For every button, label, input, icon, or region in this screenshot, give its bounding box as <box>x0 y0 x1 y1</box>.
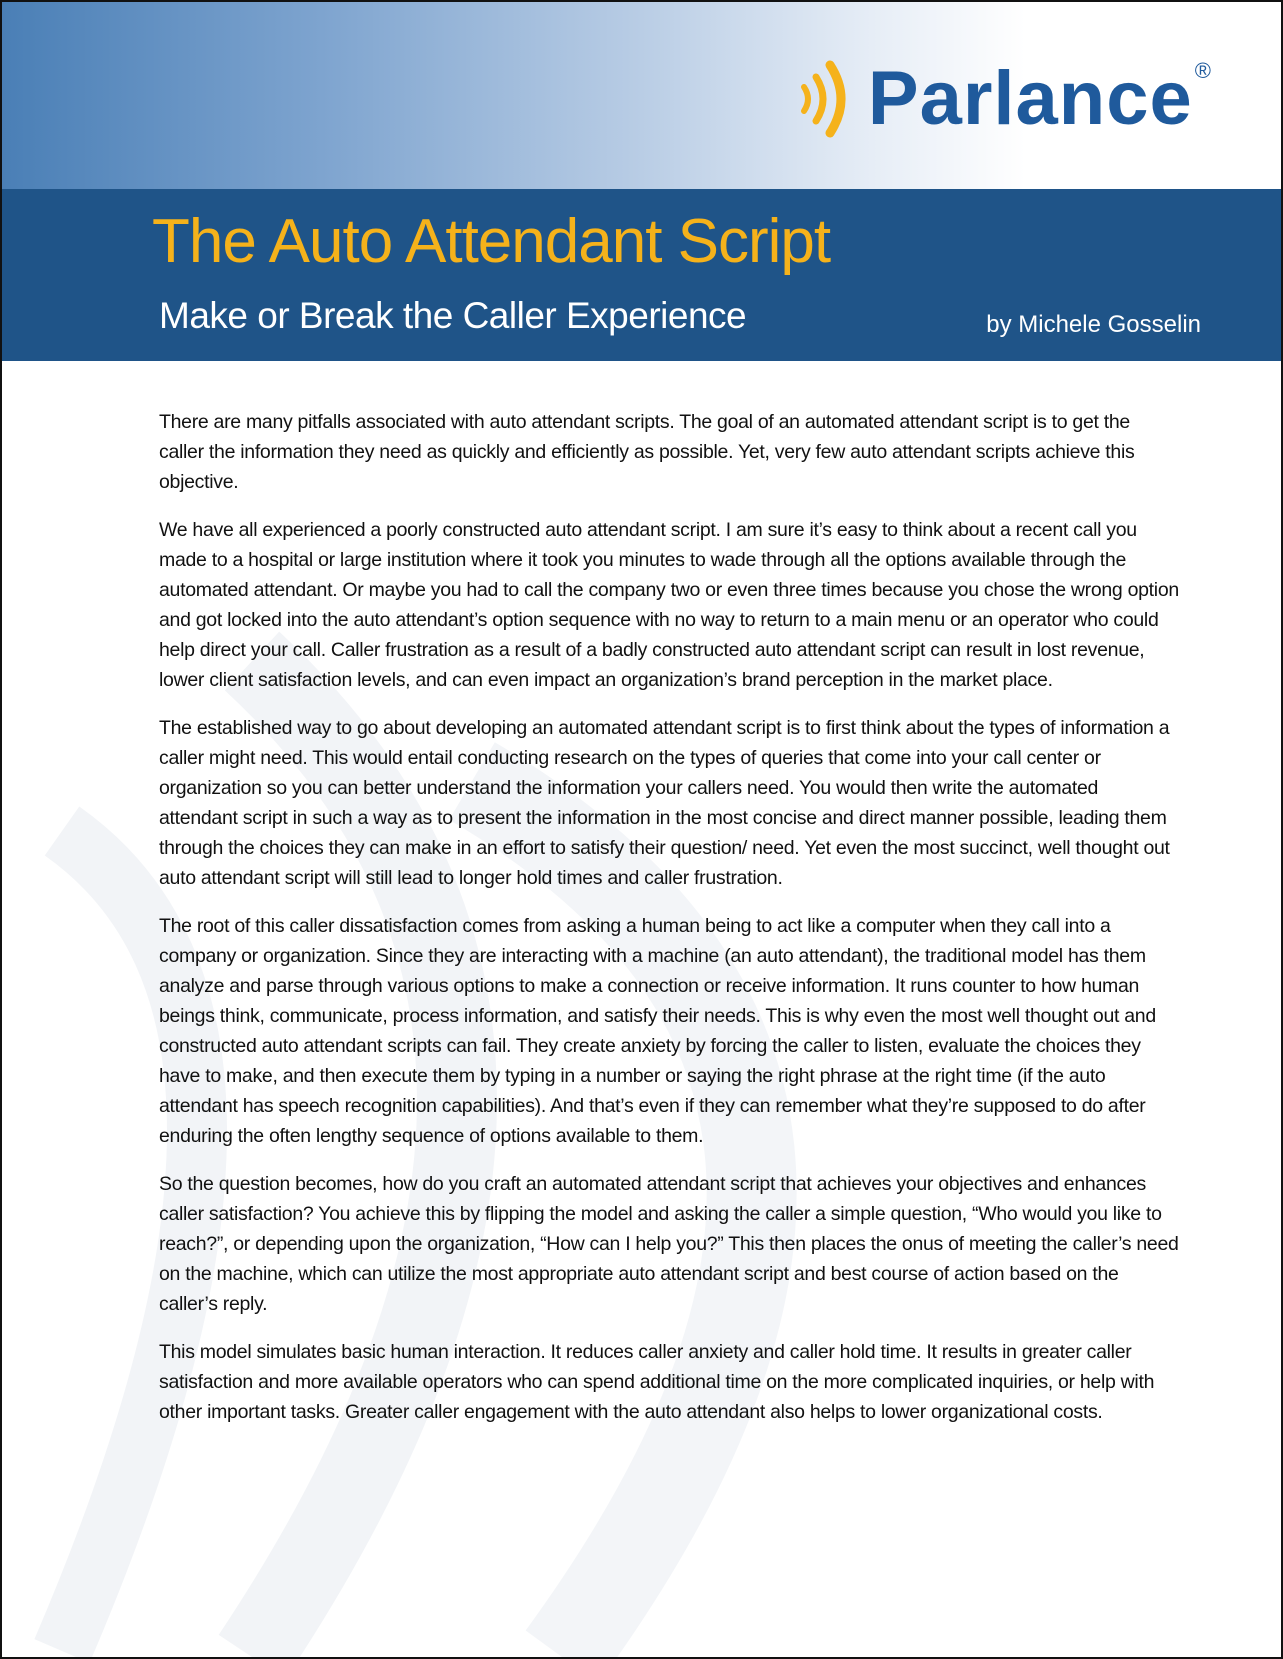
registered-mark: ® <box>1194 58 1211 83</box>
document-subtitle: Make or Break the Caller Experience <box>159 295 747 336</box>
header-gradient <box>2 2 1281 189</box>
brand-name: Parlance <box>867 56 1193 141</box>
paragraph: This model simulates basic human interaction. It reduces caller anxiety and caller hold time. It results in greater caller satisfaction and more available operators who can spend additional time on the more complicated inquiries, or help with other important tasks. Greater caller engagement with the auto attendant also helps to lower organizational costs. <box>159 1341 1155 1423</box>
paragraph: So the question becomes, how do you craft an automated attendant script that achieves your objectives and enhances caller satisfaction? You achieve this by flipping the model and asking the caller a simple question, “Who would you like to reach?”, or depending upon the organization, “How can I help you?” This then places the onus of meeting the caller’s need on the machine, which can utilize the most appropriate auto attendant script and best course of action based on the caller’s reply. <box>159 1173 1179 1315</box>
paragraph: There are many pitfalls associated with auto attendant scripts. The goal of an automated attendant script is to get the caller the information they need as quickly and efficiently as possible. Yet, very few auto attendant scripts achieve this objective. <box>159 411 1135 493</box>
paragraph: The root of this caller dissatisfaction comes from asking a human being to act like a computer when they call into a company or organization. Since they are interacting with a machine (an auto attendant), the traditional model has them analyze and parse through various options to make a connection or receive information. It runs counter to how human beings think, communicate, process information, and satisfy their needs. This is why even the most well thought out and constructed auto attendant scripts can fail. They create anxiety by forcing the caller to listen, evaluate the choices they have to make, and then execute them by typing in a number or saying the right phrase at the right time (if the auto attendant has speech recognition capabilities). And that’s even if they can remember what they’re supposed to do after enduring the often lengthy sequence of options available to them. <box>159 915 1156 1147</box>
sound-waves-icon <box>798 57 860 141</box>
author-byline: by Michele Gosselin <box>986 311 1201 338</box>
paragraph: The established way to go about developing an automated attendant script is to first think about the types of information a caller might need. This would entail conducting research on the types of queries that come into your call center or organization so you can better understand the information your callers need. You would then write the automated attendant script in such a way as to present the information in the most concise and direct manner possible, leading them through the choices they can make in an effort to satisfy their question/ need. Yet even the most succinct, well thought out auto attendant script will still lead to longer hold times and caller frustration. <box>159 717 1170 889</box>
article-body <box>159 407 1179 1445</box>
document-title: The Auto Attendant Script <box>152 207 831 276</box>
title-banner <box>2 189 1281 361</box>
parlance-logo <box>798 54 1211 144</box>
paragraph: We have all experienced a poorly constructed auto attendant script. I am sure it’s easy to think about a recent call you made to a hospital or large institution where it took you minutes to wade through all the options available through the automated attendant. Or maybe you had to call the company two or even three times because you chose the wrong option and got locked into the auto attendant’s option sequence with no way to return to a main menu or an operator who could help direct your call. Caller frustration as a result of a badly constructed auto attendant script can result in lost revenue, lower client satisfaction levels, and can even impact an organization’s brand perception in the market place. <box>159 519 1179 691</box>
